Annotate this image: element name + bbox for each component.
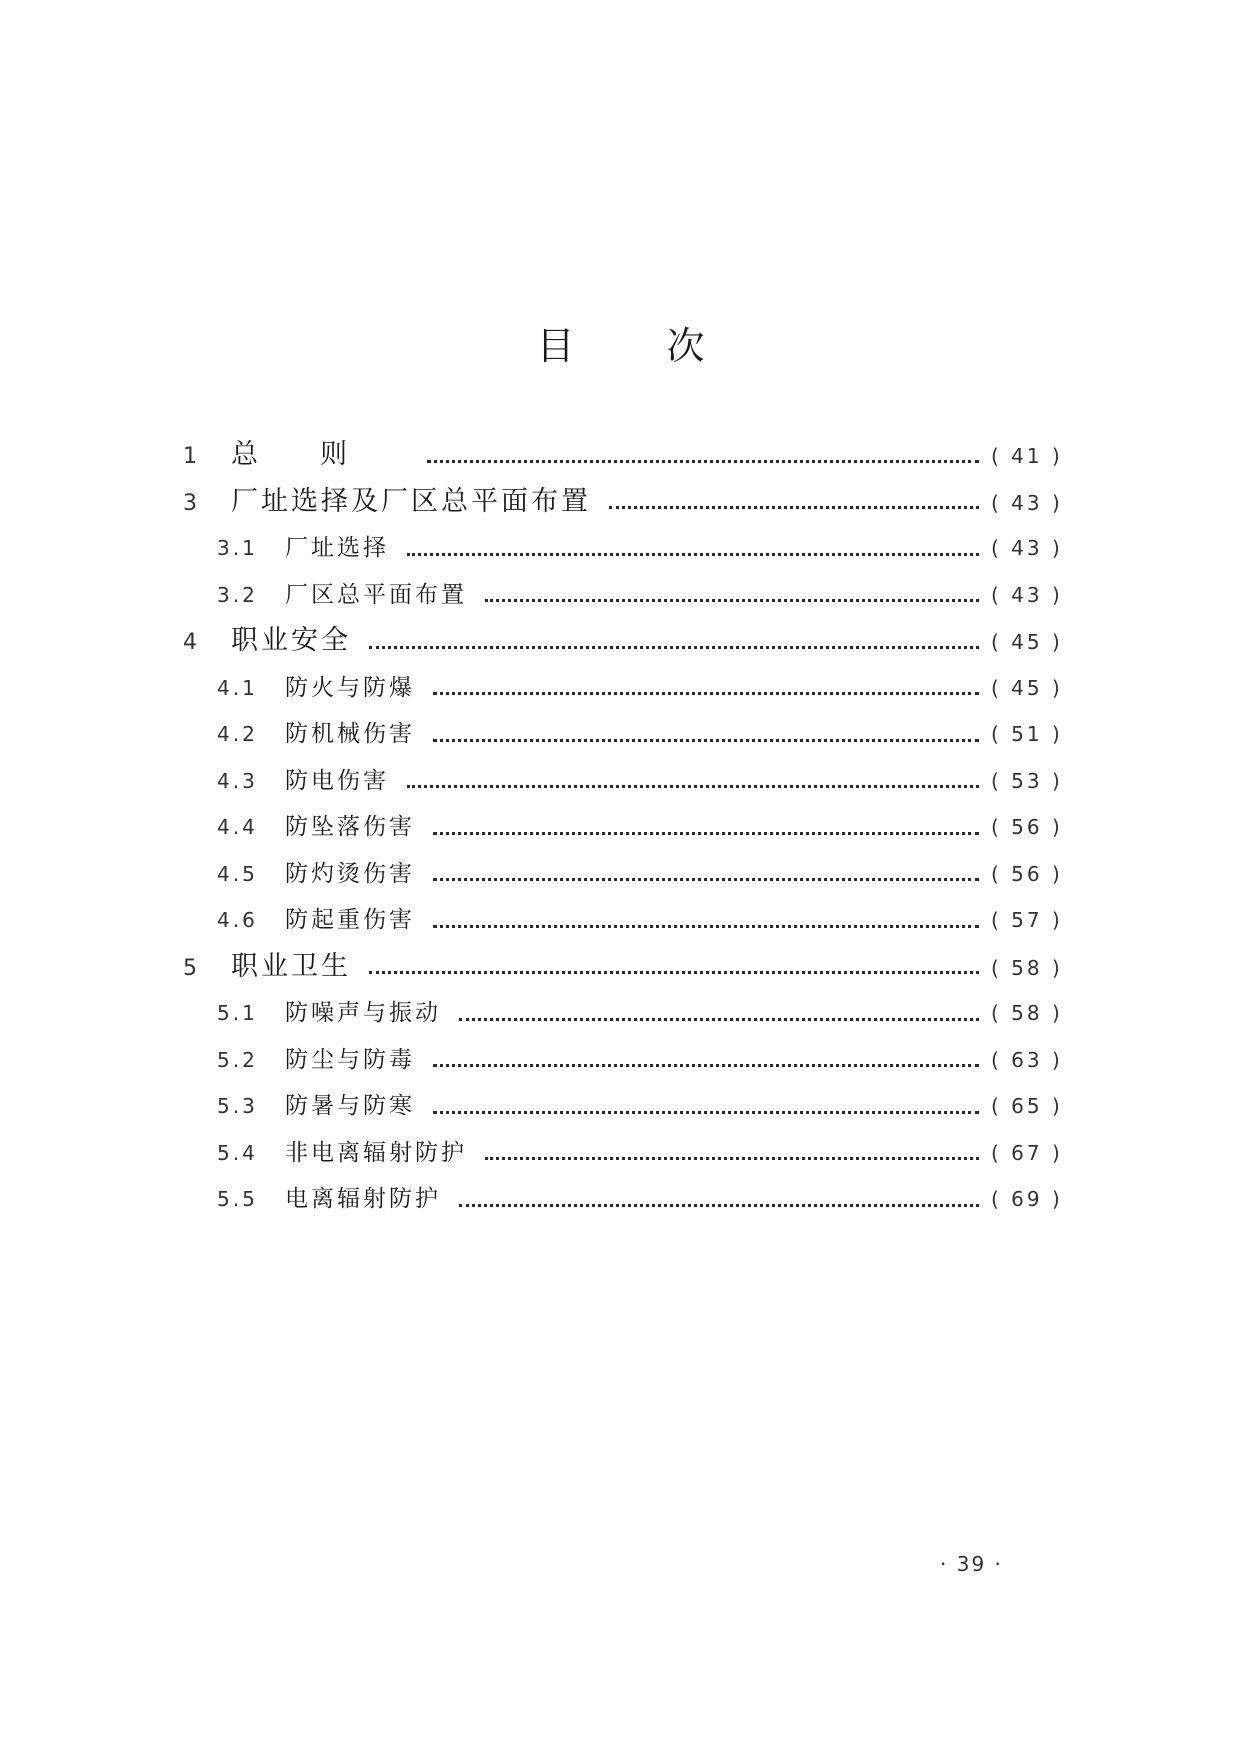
- toc-number: 3.1: [217, 536, 258, 560]
- dot-leader: [459, 1010, 979, 1021]
- toc-label: 电离辐射防护: [285, 1186, 441, 1212]
- page-title: [0, 315, 1241, 370]
- toc-section[interactable]: [183, 1037, 1063, 1084]
- dot-leader: [407, 545, 979, 556]
- toc-number: 5.4: [217, 1140, 258, 1165]
- toc-page-number: ( 51 ): [991, 722, 1063, 746]
- dot-leader: [459, 1196, 979, 1207]
- toc-number: 4.5: [217, 861, 258, 886]
- toc-page-number: ( 69 ): [991, 1187, 1063, 1211]
- toc-number: 4.2: [217, 722, 258, 746]
- toc-section[interactable]: [183, 851, 1063, 898]
- toc-label: 防机械伤害: [285, 721, 415, 747]
- toc-page-number: ( 43 ): [991, 490, 1063, 515]
- toc-number: 5.3: [217, 1094, 258, 1118]
- toc-page-number: ( 53 ): [991, 768, 1063, 793]
- toc-number: 4.1: [217, 675, 258, 700]
- dot-leader: [369, 638, 979, 649]
- toc-section[interactable]: [183, 1130, 1063, 1177]
- toc-section[interactable]: [183, 1083, 1063, 1130]
- toc-page-number: ( 45 ): [991, 630, 1063, 654]
- toc-label: 防暑与防寒: [285, 1093, 415, 1119]
- toc-page-number: ( 58 ): [991, 1001, 1063, 1025]
- toc-number: 5.2: [217, 1047, 258, 1072]
- toc-number: 4.6: [217, 908, 258, 932]
- dot-leader: [433, 684, 979, 695]
- toc-label: 厂址选择: [285, 535, 389, 561]
- toc-label: 防坠落伤害: [285, 814, 415, 840]
- toc-section[interactable]: [183, 665, 1063, 712]
- toc-label: 防噪声与振动: [285, 1000, 441, 1026]
- toc-label: 总则: [231, 439, 409, 470]
- toc-label: 非电离辐射防护: [285, 1139, 467, 1166]
- toc-section[interactable]: [183, 804, 1063, 851]
- dot-leader: [433, 1103, 979, 1114]
- toc-page-number: ( 63 ): [991, 1047, 1063, 1072]
- toc-label: 防火与防爆: [285, 674, 415, 701]
- page-number: · 39 ·: [940, 1552, 1003, 1576]
- toc-label: 防尘与防毒: [285, 1046, 415, 1073]
- toc-label: 职业卫生: [231, 950, 351, 982]
- toc-page-number: ( 56 ): [991, 815, 1063, 839]
- dot-leader: [433, 917, 979, 928]
- toc-label: 厂址选择及厂区总平面布置: [231, 485, 591, 517]
- toc-section[interactable]: [183, 1176, 1063, 1223]
- toc-label: 防起重伤害: [285, 907, 415, 933]
- dot-leader: [433, 824, 979, 835]
- dot-leader: [433, 870, 979, 881]
- dot-leader: [407, 777, 979, 788]
- toc-number: 4: [183, 630, 197, 655]
- toc-section[interactable]: [183, 711, 1063, 758]
- dot-leader: [609, 498, 979, 509]
- dot-leader: [427, 452, 979, 463]
- toc-label: 职业安全: [231, 625, 351, 656]
- toc-number: 5: [183, 955, 197, 981]
- toc-label: 防灼烫伤害: [285, 860, 415, 887]
- page-title-char-2: 次: [666, 324, 705, 369]
- page-title-char-1: 目: [536, 324, 575, 369]
- dot-leader: [485, 591, 979, 602]
- toc-section[interactable]: [183, 897, 1063, 944]
- toc-section[interactable]: [183, 572, 1063, 619]
- toc-chapter[interactable]: [183, 944, 1063, 991]
- toc-chapter[interactable]: [183, 618, 1063, 665]
- toc-page-number: ( 56 ): [991, 861, 1063, 886]
- toc-label: 防电伤害: [285, 767, 389, 794]
- toc-page-number: ( 67 ): [991, 1140, 1063, 1165]
- toc-section[interactable]: [183, 525, 1063, 572]
- dot-leader: [369, 963, 979, 974]
- toc-chapter[interactable]: [183, 432, 1063, 479]
- toc-page-number: ( 58 ): [991, 955, 1063, 980]
- toc-number: 4.4: [217, 815, 258, 839]
- toc-number: 3.2: [217, 582, 258, 607]
- table-of-contents: [183, 432, 1063, 1223]
- dot-leader: [485, 1149, 979, 1160]
- toc-page-number: ( 57 ): [991, 908, 1063, 932]
- dot-leader: [433, 731, 979, 742]
- dot-leader: [433, 1056, 979, 1067]
- toc-number: 4.3: [217, 768, 258, 793]
- toc-number: 1: [183, 444, 197, 469]
- toc-number: 5.5: [217, 1187, 258, 1211]
- toc-section[interactable]: [183, 758, 1063, 805]
- toc-number: 3: [183, 490, 197, 516]
- toc-page-number: ( 45 ): [991, 675, 1063, 700]
- toc-chapter[interactable]: [183, 479, 1063, 526]
- toc-label: 厂区总平面布置: [285, 581, 467, 608]
- toc-page-number: ( 41 ): [991, 444, 1063, 468]
- toc-number: 5.1: [217, 1001, 258, 1025]
- toc-page-number: ( 43 ): [991, 536, 1063, 560]
- toc-page-number: ( 43 ): [991, 582, 1063, 607]
- toc-section[interactable]: [183, 990, 1063, 1037]
- toc-page-number: ( 65 ): [991, 1094, 1063, 1118]
